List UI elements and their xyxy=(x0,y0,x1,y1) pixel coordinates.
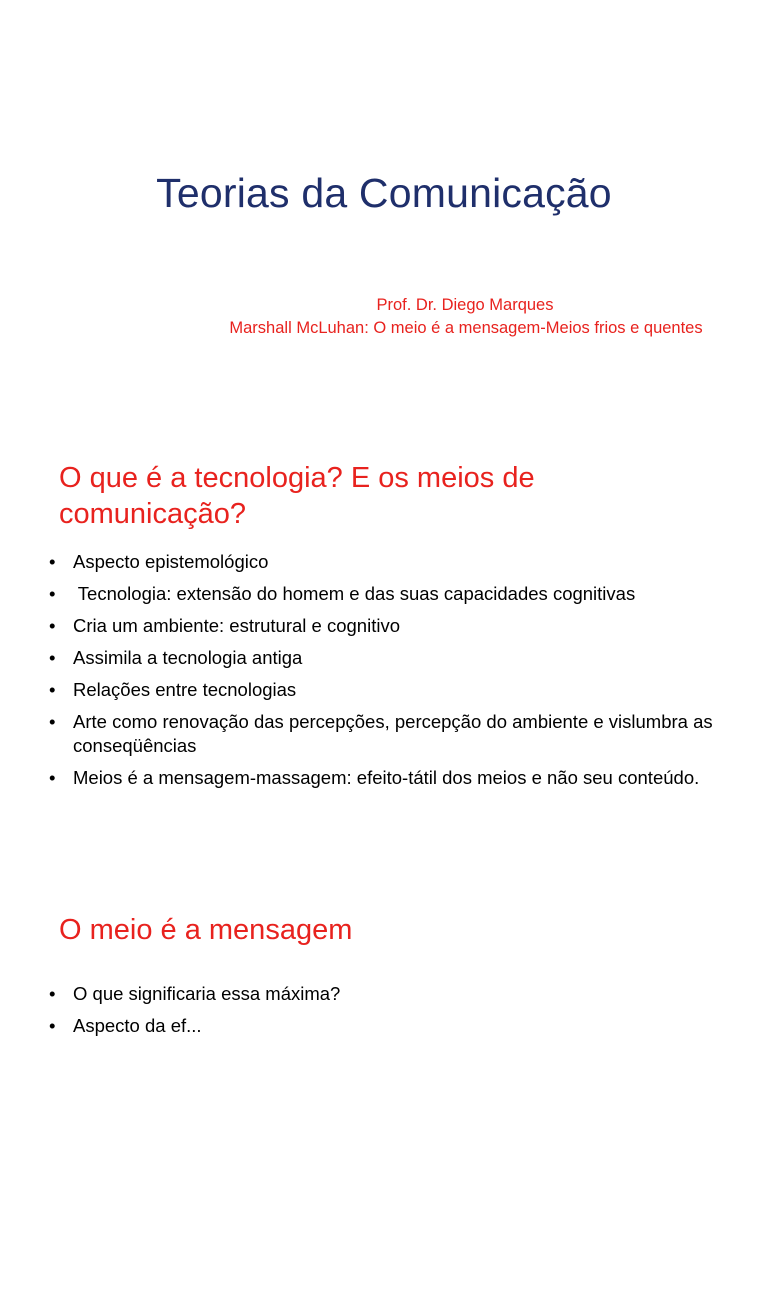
list-item-text: Aspecto epistemológico xyxy=(73,551,269,572)
presentation-subtitle xyxy=(0,294,768,340)
slide-heading-line-2: comunicação? xyxy=(59,498,246,530)
list-item-text: Aspecto da ef... xyxy=(73,1015,202,1036)
bullet-icon: • xyxy=(49,615,56,636)
bullet-list xyxy=(49,982,749,1046)
slide-heading xyxy=(59,460,739,532)
list-item-text: Cria um ambiente: estrutural e cognitivo xyxy=(73,615,400,636)
list-item xyxy=(49,710,749,758)
presentation-title: Teorias da Comunicação xyxy=(156,170,612,216)
list-item-text: Meios é a mensagem-massagem: efeito-tátil dos meios e não seu conteúdo. xyxy=(73,767,700,788)
slide-heading-line-1: O que é a tecnologia? E os meios de xyxy=(59,462,535,494)
list-item-text: Tecnologia: extensão do homem e das suas capacidades cognitivas xyxy=(73,583,636,604)
bullet-icon: • xyxy=(49,583,56,604)
topic-line: Marshall McLuhan: O meio é a mensagem-Meios frios e quentes xyxy=(229,319,703,337)
bullet-icon: • xyxy=(49,551,56,572)
list-item xyxy=(49,1014,749,1038)
bullet-icon: • xyxy=(49,711,56,732)
list-item xyxy=(49,646,749,670)
bullet-icon: • xyxy=(49,983,56,1004)
list-item xyxy=(49,982,749,1006)
title-slide xyxy=(0,0,768,432)
list-item xyxy=(49,614,749,638)
medium-message-slide xyxy=(0,864,768,1296)
list-item xyxy=(49,550,749,574)
list-item xyxy=(49,766,749,790)
list-item-text: O que significaria essa máxima? xyxy=(73,983,341,1004)
list-item xyxy=(49,678,749,702)
bullet-icon: • xyxy=(49,679,56,700)
author-line: Prof. Dr. Diego Marques xyxy=(376,296,554,314)
list-item-text: Arte como renovação das percepções, percepção do ambiente e vislumbra as conseqüências xyxy=(73,711,713,756)
list-item-text: Assimila a tecnologia antiga xyxy=(73,647,303,668)
bullet-icon: • xyxy=(49,1015,56,1036)
bullet-icon: • xyxy=(49,767,56,788)
list-item xyxy=(49,582,749,606)
bullet-list xyxy=(49,550,749,798)
slide-heading: O meio é a mensagem xyxy=(59,914,353,946)
technology-slide xyxy=(0,432,768,864)
bullet-icon: • xyxy=(49,647,56,668)
list-item-text: Relações entre tecnologias xyxy=(73,679,297,700)
